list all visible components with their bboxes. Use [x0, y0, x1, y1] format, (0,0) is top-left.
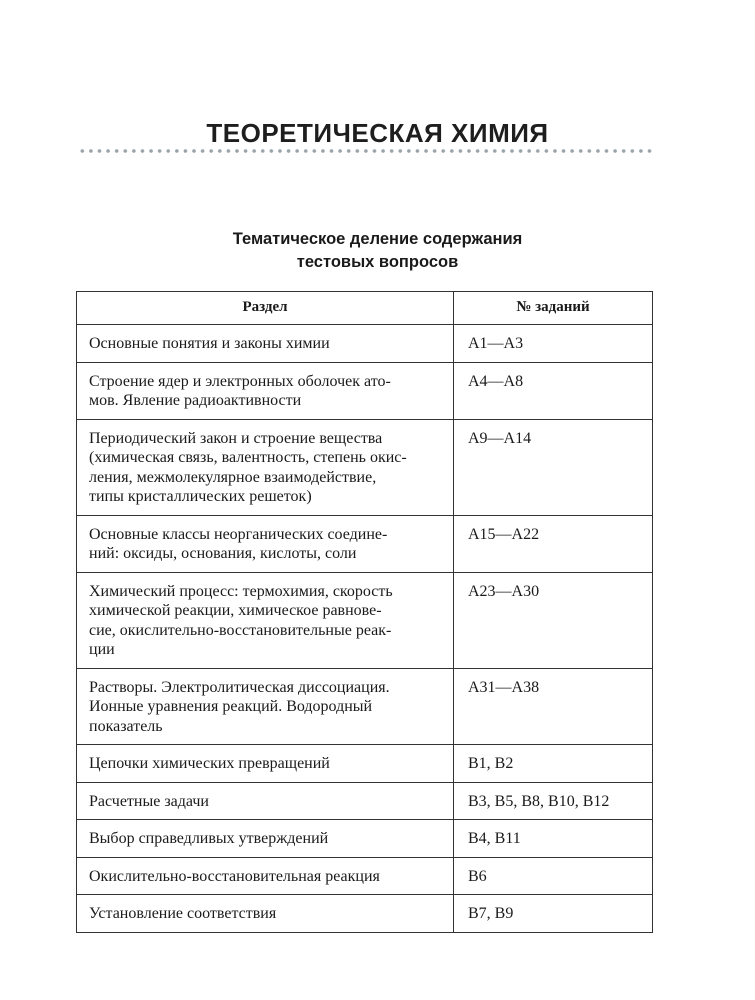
section-line: Установление соответствия — [89, 905, 277, 922]
section-line: Основные понятия и законы химии — [89, 335, 330, 352]
topics-table — [76, 291, 653, 933]
table-row — [77, 515, 653, 572]
section-line: ний: оксиды, основания, кислоты, соли — [89, 545, 357, 562]
header-section: Раздел — [77, 292, 454, 325]
table-row — [77, 325, 653, 363]
section-line: Расчетные задачи — [89, 792, 209, 810]
cell-section — [77, 325, 454, 363]
table-row — [77, 895, 653, 933]
cell-tasks: В6 — [454, 857, 653, 895]
table-row — [77, 782, 653, 820]
section-line: Растворы. Электролитическая диссоциация. — [89, 678, 390, 696]
table-row — [77, 362, 653, 419]
section-line: Химический процесс: термохимия, скорость — [89, 582, 393, 600]
section-line: Основные классы неорганических соедине- — [89, 525, 388, 543]
cell-tasks: В4, В11 — [454, 820, 653, 858]
table-row — [77, 419, 653, 515]
table-header-row — [77, 292, 653, 325]
cell-tasks: А9—А14 — [454, 419, 653, 515]
table-title — [0, 228, 755, 274]
section-line: химической реакции, химическое равнове- — [89, 602, 382, 619]
table-row — [77, 572, 653, 668]
cell-tasks: А31—А38 — [454, 668, 653, 745]
section-line: мов. Явление радиоактивности — [89, 392, 302, 409]
cell-section — [77, 362, 454, 419]
cell-tasks: В1, В2 — [454, 745, 653, 783]
page-title: ТЕОРЕТИЧЕСКАЯ ХИМИЯ — [206, 118, 549, 148]
section-line: Цепочки химических превращений — [89, 755, 330, 772]
section-line: Периодический закон и строение вещества — [89, 429, 383, 447]
cell-section — [77, 895, 454, 933]
cell-section — [77, 857, 454, 895]
cell-section — [77, 515, 454, 572]
section-line: Выбор справедливых утверждений — [89, 830, 329, 847]
cell-tasks: В7, В9 — [454, 895, 653, 933]
section-line: показатель — [89, 717, 163, 735]
cell-tasks: В3, В5, В8, В10, В12 — [454, 782, 653, 820]
section-line: Ионные уравнения реакций. Водородный — [89, 698, 373, 715]
cell-section — [77, 782, 454, 820]
cell-section — [77, 668, 454, 745]
table-title-line-1: Тематическое деление содержания — [232, 230, 523, 248]
section-line: Строение ядер и электронных оболочек ато- — [89, 372, 391, 390]
section-line: сие, окислительно-восстановительные реак- — [89, 621, 392, 639]
cell-section — [77, 572, 454, 668]
cell-tasks: А1—А3 — [454, 325, 653, 363]
table-title-line-2: тестовых вопросов — [296, 253, 459, 271]
cell-tasks: А15—А22 — [454, 515, 653, 572]
dotted-divider — [78, 148, 654, 154]
table-row — [77, 820, 653, 858]
section-line: типы кристаллических решеток) — [89, 488, 312, 505]
table-row — [77, 857, 653, 895]
cell-section — [77, 820, 454, 858]
table-row — [77, 745, 653, 783]
section-line: Окислительно-восстановительная реакция — [89, 867, 380, 885]
section-line: ции — [89, 641, 115, 658]
cell-section — [77, 745, 454, 783]
table-row — [77, 668, 653, 745]
cell-section — [77, 419, 454, 515]
cell-tasks: А23—А30 — [454, 572, 653, 668]
section-line: (химическая связь, валентность, степень окис- — [89, 449, 407, 466]
header-tasks: № заданий — [454, 292, 653, 325]
cell-tasks: А4—А8 — [454, 362, 653, 419]
section-line: ления, межмолекулярное взаимодействие, — [89, 468, 377, 486]
